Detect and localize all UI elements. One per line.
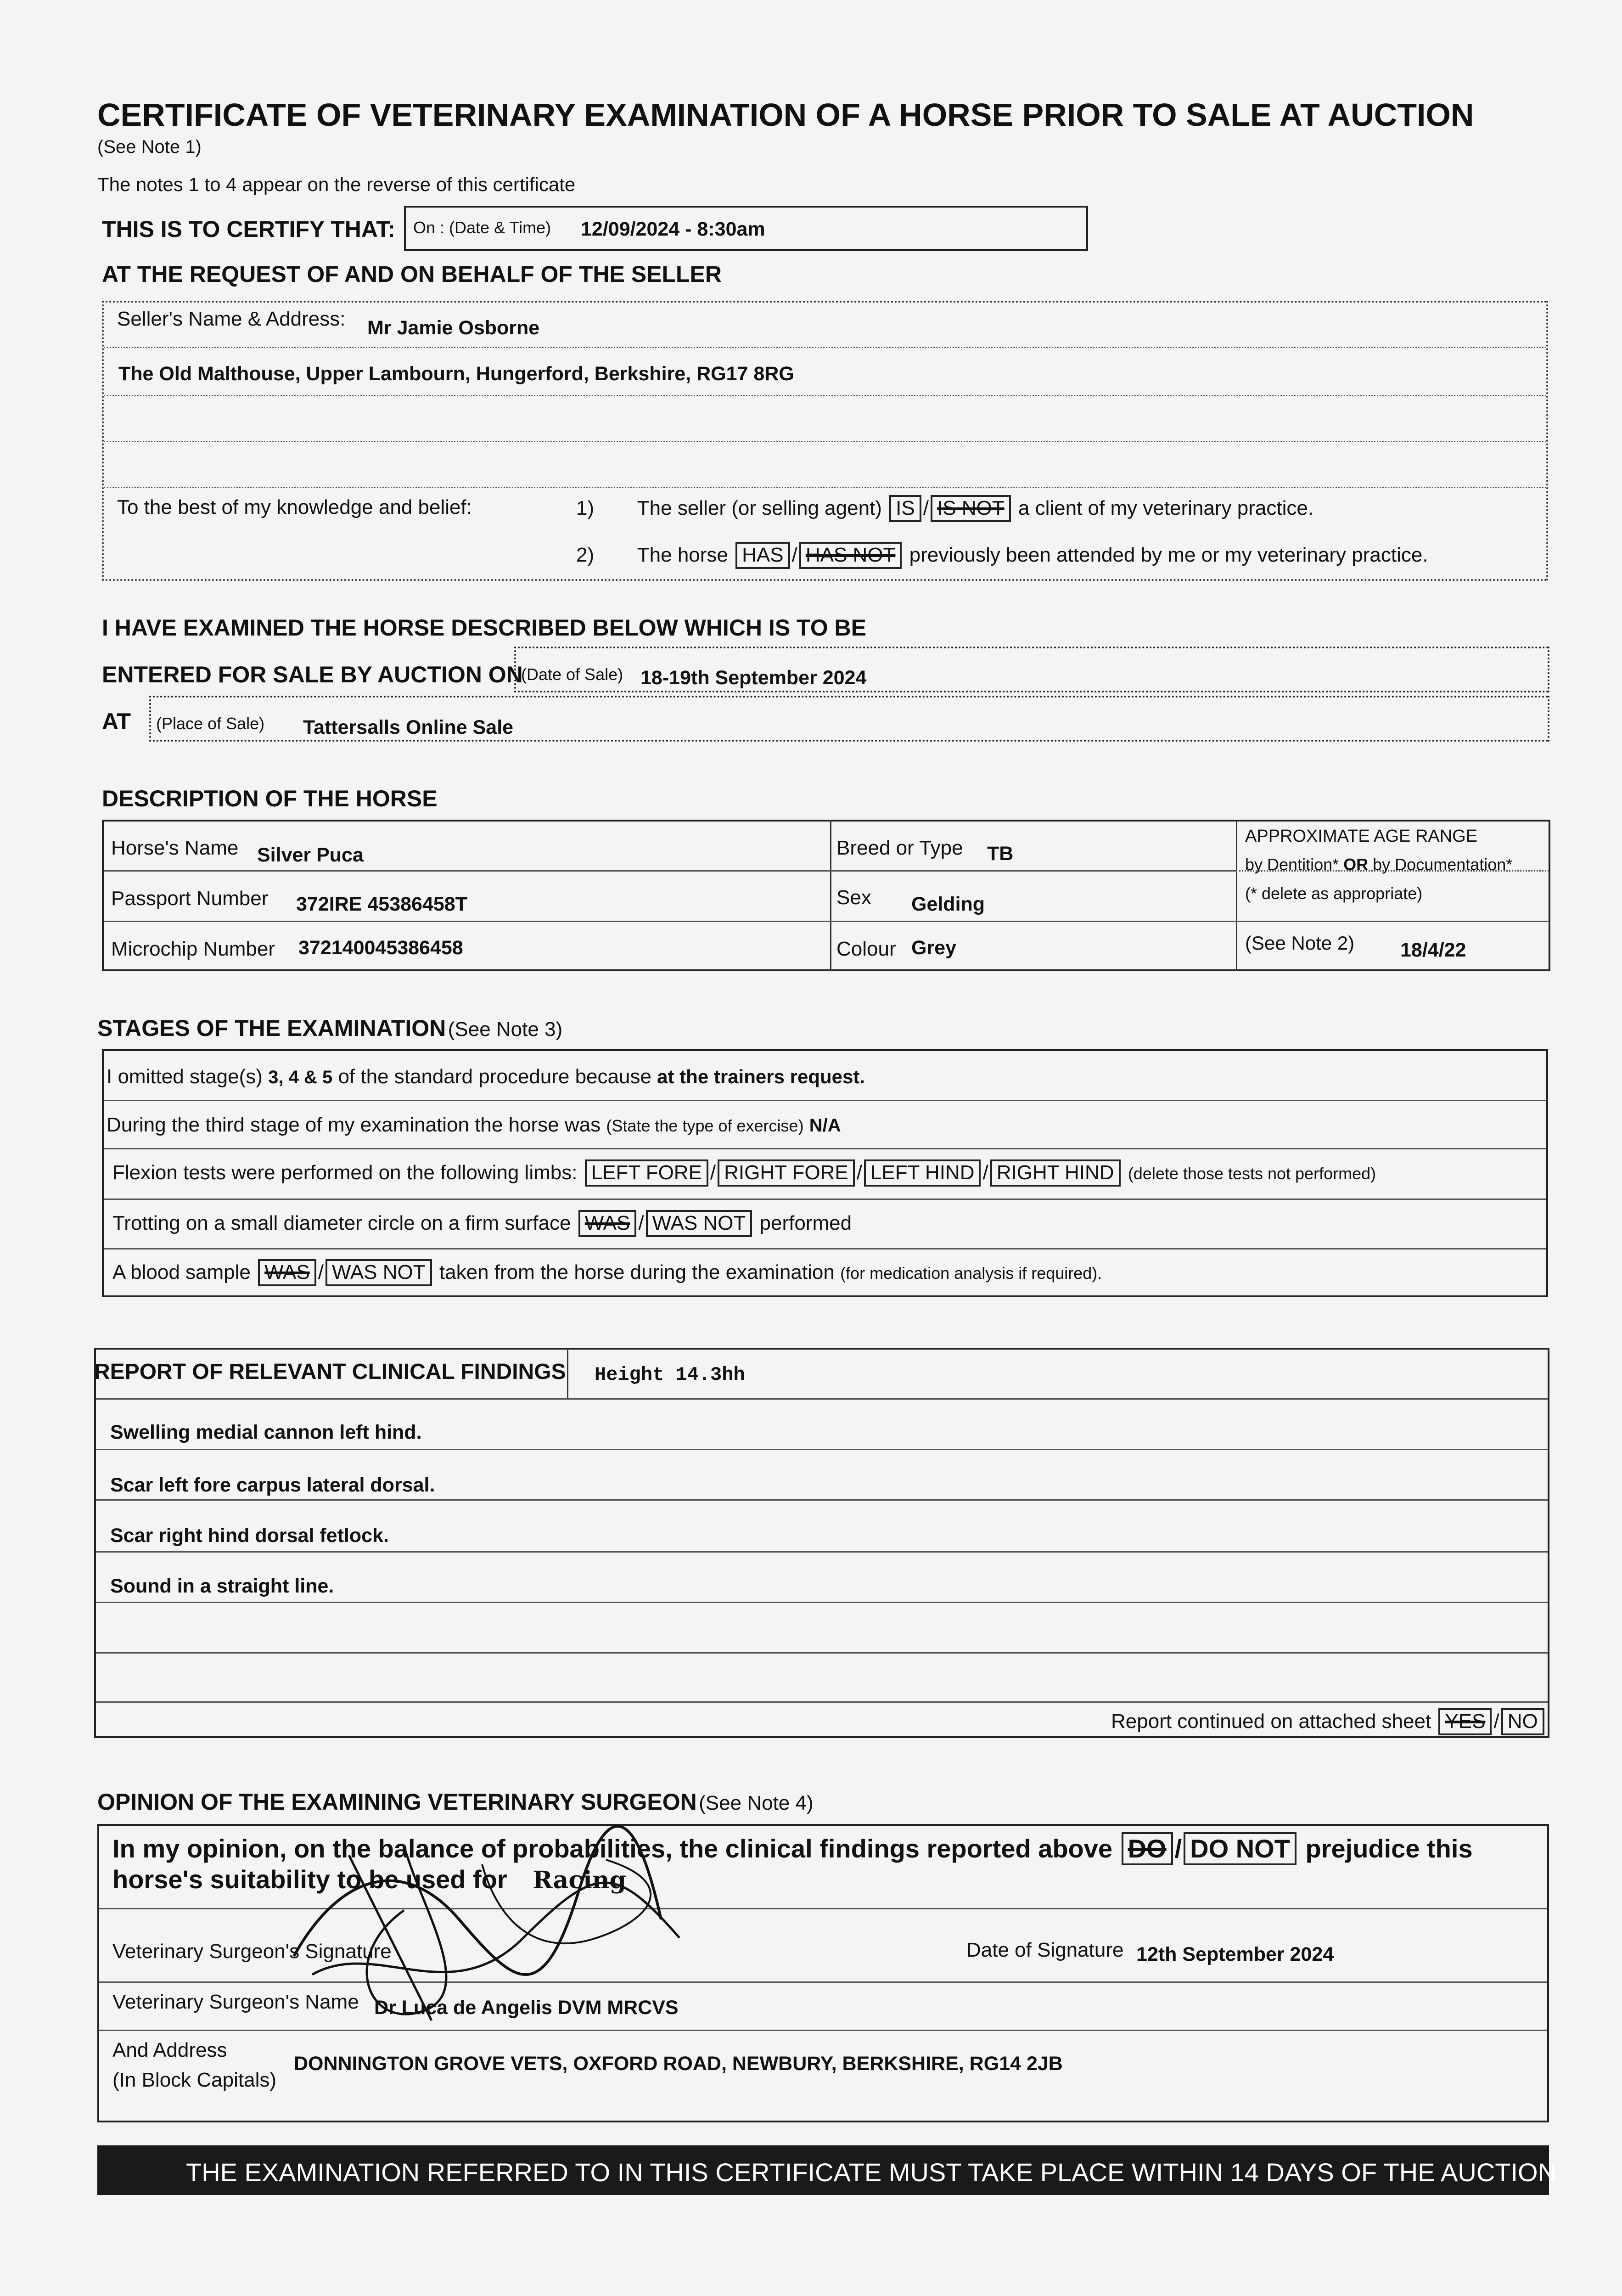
- passport-value: 372IRE 45386458T: [296, 893, 467, 915]
- flexion-row: Flexion tests were performed on the following limbs: LEFT FORE / RIGHT FORE / LEFT HIND / RIGHT HIND (delete those tests not performed): [112, 1159, 1376, 1187]
- continued-no: NO: [1501, 1708, 1544, 1735]
- description-heading: DESCRIPTION OF THE HORSE: [102, 786, 438, 811]
- report-continued: Report continued on attached sheet YES / NO: [1111, 1708, 1546, 1735]
- surgeon-name-value: Dr Luca de Angelis DVM MRCVS: [374, 1997, 679, 2019]
- at-label: AT: [102, 709, 131, 734]
- sale-place-value: Tattersalls Online Sale: [303, 716, 514, 738]
- belief-item-1-end: a client of my veterinary practice.: [1018, 497, 1314, 519]
- opinion-statement: In my opinion, on the balance of probabilities, the clinical findings reported above DO / DO NOT prejudice this: [112, 1832, 1473, 1865]
- omitted-stages-row: I omitted stage(s) 3, 4 & 5 of the standard procedure because at the trainers request.: [107, 1065, 865, 1088]
- microchip-label: Microchip Number: [111, 938, 275, 960]
- date-signature-value: 12th September 2024: [1136, 1943, 1334, 1965]
- flexion-right-hind: RIGHT HIND: [990, 1159, 1121, 1187]
- certify-on-label: On : (Date & Time): [413, 218, 551, 237]
- certify-datetime-value: 12/09/2024 - 8:30am: [581, 218, 765, 240]
- flexion-left-hind: LEFT HIND: [864, 1159, 981, 1187]
- finding-1: Swelling medial cannon left hind.: [110, 1421, 422, 1443]
- sex-label: Sex: [836, 886, 871, 909]
- belief-item-1-text: The seller (or selling agent): [637, 497, 882, 519]
- finding-2: Scar left fore carpus lateral dorsal.: [110, 1474, 435, 1496]
- belief-label: To the best of my knowledge and belief:: [117, 496, 472, 518]
- colour-label: Colour: [836, 938, 896, 960]
- sale-date-label: (Date of Sale): [521, 665, 623, 684]
- belief-item-2-text: The horse: [637, 544, 728, 566]
- seller-is-not-option-struck: IS NOT: [931, 495, 1011, 522]
- seller-name: Mr Jamie Osborne: [367, 317, 540, 339]
- surgeon-name-label: Veterinary Surgeon's Name: [112, 1991, 359, 2013]
- opinion-do-struck: DO: [1122, 1832, 1173, 1865]
- trot-was-not: WAS NOT: [646, 1210, 752, 1237]
- omitted-reason-value: at the trainers request.: [657, 1066, 865, 1087]
- sale-date-value: 18-19th September 2024: [640, 667, 867, 689]
- third-stage-value: N/A: [809, 1115, 841, 1136]
- report-heading: REPORT OF RELEVANT CLINICAL FINDINGS: [94, 1360, 566, 1384]
- age-delete-note: (* delete as appropriate): [1245, 884, 1423, 903]
- belief-item-1: 1) The seller (or selling agent) IS / IS NOT a client of my veterinary practice.: [576, 495, 1313, 522]
- blood-was-struck: WAS: [258, 1259, 316, 1286]
- horse-has-not-option-struck: HAS NOT: [799, 542, 902, 569]
- age-value: 18/4/22: [1400, 939, 1466, 961]
- seller-is-option: IS: [889, 495, 921, 522]
- trot-was-struck: WAS: [578, 1210, 637, 1237]
- signature-label: Veterinary Surgeon's Signature: [112, 1940, 392, 1963]
- flexion-left-fore: LEFT FORE: [585, 1159, 708, 1187]
- age-method: by Dentition* OR by Documentation*: [1245, 855, 1513, 874]
- continued-yes-struck: YES: [1438, 1708, 1492, 1735]
- seller-address: The Old Malthouse, Upper Lambourn, Hungerford, Berkshire, RG17 8RG: [118, 363, 794, 385]
- blood-sample-row: A blood sample WAS / WAS NOT taken from the horse during the examination (for medication analysis if required).: [112, 1259, 1102, 1286]
- opinion-purpose: Racing: [533, 1866, 626, 1894]
- surgeon-address-value: DONNINGTON GROVE VETS, OXFORD ROAD, NEWBURY, BERKSHIRE, RG14 2JB: [294, 2053, 1063, 2075]
- breed-value: TB: [987, 843, 1014, 865]
- trotting-row: Trotting on a small diameter circle on a firm surface WAS / WAS NOT performed: [112, 1210, 852, 1237]
- opinion-statement-line-2: horse's suitability to be used for Racing: [112, 1865, 626, 1894]
- microchip-value: 372140045386458: [298, 937, 463, 959]
- third-stage-row: During the third stage of my examination the horse was (State the type of exercise) N/A: [107, 1114, 841, 1136]
- footer-banner-text: THE EXAMINATION REFERRED TO IN THIS CERTIFICATE MUST TAKE PLACE WITHIN 14 DAYS OF THE AUCTION: [186, 2158, 1557, 2187]
- sex-value: Gelding: [911, 893, 985, 915]
- opinion-heading: OPINION OF THE EXAMINING VETERINARY SURGEON (See Note 4): [97, 1789, 814, 1815]
- horse-name-label: Horse's Name: [111, 837, 239, 859]
- finding-4: Sound in a straight line.: [110, 1575, 334, 1597]
- age-heading: APPROXIMATE AGE RANGE: [1245, 827, 1478, 846]
- age-see-note-2: (See Note 2): [1245, 932, 1355, 954]
- see-note-1: (See Note 1): [97, 137, 202, 157]
- sale-place-label: (Place of Sale): [156, 714, 265, 733]
- blood-was-not: WAS NOT: [326, 1259, 432, 1286]
- address-label-2: (In Block Capitals): [112, 2069, 277, 2091]
- horse-has-option: HAS: [735, 542, 790, 569]
- colour-value: Grey: [911, 937, 957, 959]
- opinion-do-not: DO NOT: [1184, 1832, 1296, 1865]
- flexion-right-fore: RIGHT FORE: [718, 1159, 855, 1187]
- seller-label: Seller's Name & Address:: [117, 308, 346, 330]
- date-signature-label: Date of Signature: [966, 1939, 1124, 1961]
- request-heading: AT THE REQUEST OF AND ON BEHALF OF THE SELLER: [102, 261, 722, 287]
- horse-name-value: Silver Puca: [257, 844, 364, 866]
- finding-3: Scar right hind dorsal fetlock.: [110, 1525, 389, 1547]
- belief-item-2-end: previously been attended by me or my veterinary practice.: [909, 544, 1428, 566]
- notes-text: The notes 1 to 4 appear on the reverse of this certificate: [97, 174, 576, 195]
- report-height: Height 14.3hh: [595, 1364, 745, 1386]
- breed-label: Breed or Type: [836, 837, 963, 859]
- document-title: CERTIFICATE OF VETERINARY EXAMINATION OF A HORSE PRIOR TO SALE AT AUCTION: [97, 97, 1474, 133]
- examined-heading-1: I HAVE EXAMINED THE HORSE DESCRIBED BELOW WHICH IS TO BE: [102, 615, 866, 641]
- address-label-1: And Address: [112, 2039, 227, 2061]
- passport-label: Passport Number: [111, 887, 269, 910]
- stages-heading: STAGES OF THE EXAMINATION (See Note 3): [97, 1015, 563, 1041]
- belief-item-2-number: 2): [576, 544, 595, 566]
- belief-item-1-number: 1): [576, 497, 595, 519]
- examined-heading-2: ENTERED FOR SALE BY AUCTION ON: [102, 662, 523, 687]
- belief-item-2: 2) The horse HAS / HAS NOT previously been attended by me or my veterinary practice.: [576, 542, 1428, 569]
- omitted-stages-value: 3, 4 & 5: [268, 1067, 333, 1087]
- certify-label: THIS IS TO CERTIFY THAT:: [102, 216, 395, 242]
